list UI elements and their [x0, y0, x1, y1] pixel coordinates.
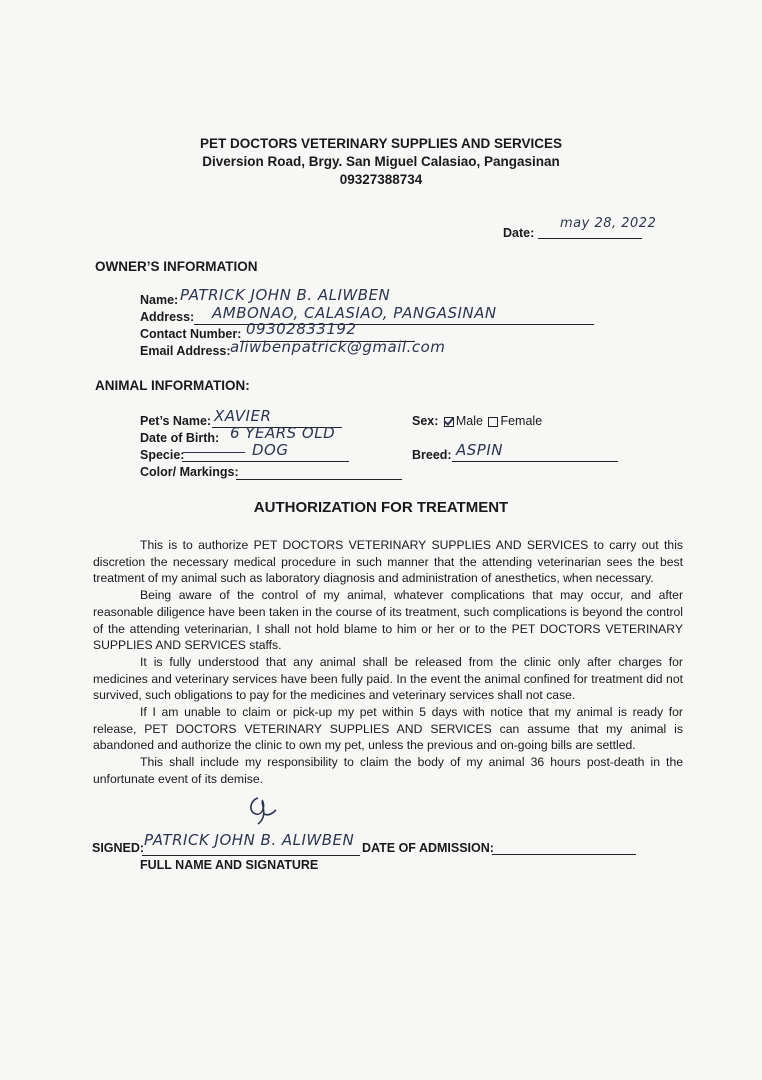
signed-value: PATRICK JOHN B. ALIWBEN	[144, 831, 355, 849]
sex-male-checkbox[interactable]	[444, 417, 454, 427]
signed-label: SIGNED:	[92, 841, 145, 855]
specie-strikeout	[183, 452, 245, 453]
sex-female-label: Female	[500, 414, 543, 428]
color-label: Color/ Markings:	[140, 465, 239, 479]
admission-label: DATE OF ADMISSION:	[362, 841, 494, 855]
breed-value: ASPIN	[456, 441, 503, 459]
owner-name-value: PATRICK JOHN B. ALIWBEN	[180, 286, 391, 304]
breed-line	[452, 461, 618, 462]
sex-field	[412, 414, 542, 428]
specie-line	[182, 461, 349, 462]
owner-email-label: Email Address:	[140, 344, 231, 358]
owner-address-value: AMBONAO, CALASIAO, PANGASINAN	[212, 304, 497, 322]
sex-female-checkbox[interactable]	[488, 417, 498, 427]
full-name-label: FULL NAME AND SIGNATURE	[140, 858, 319, 872]
animal-heading: ANIMAL INFORMATION:	[95, 378, 250, 393]
company-address: Diversion Road, Brgy. San Miguel Calasiao, Pangasinan	[202, 154, 560, 169]
sex-label: Sex:	[412, 414, 439, 428]
owner-contact-value: 09302833192	[246, 320, 357, 338]
pet-name-value: XAVIER	[214, 407, 272, 425]
specie-value: DOG	[252, 441, 289, 459]
authorization-paragraph: It is fully understood that any animal shall be released from the clinic only after charges for medicines and veterinary services have been fully paid. In the event the animal confined for treatment did not survived, such obligations to pay for the medicines and veterinary services shall not case.	[93, 654, 683, 703]
owner-email-value: aliwbenpatrick@gmail.com	[230, 338, 446, 356]
company-name: PET DOCTORS VETERINARY SUPPLIES AND SERVICES	[199, 136, 563, 151]
authorization-body	[93, 537, 683, 788]
color-line	[236, 479, 402, 480]
authorization-paragraph: Being aware of the control of my animal, whatever complications that may occur, and after reasonable diligence have been taken in the course of its treatment, such complications is beyond the control of the attending veterinarian, I shall not hold blame to him or her or to the PET DOCTORS VETERINARY SUPPLIES AND SERVICES staffs.	[93, 588, 683, 653]
pet-name-label: Pet’s Name:	[140, 414, 212, 428]
authorization-paragraph: This shall include my responsibility to claim the body of my animal 36 hours post-death in the unfortunate event of its demise.	[93, 755, 683, 786]
signed-line	[142, 855, 360, 856]
authorization-paragraph: If I am unable to claim or pick-up my pet within 5 days with notice that my animal is ready for release, PET DOCTORS VETERINARY SUPPLIES AND SERVICES can assume that my animal is abandoned and authorize the clinic to own my pet, unless the previous and on-going bills are settled.	[93, 705, 683, 753]
authorization-title: AUTHORIZATION FOR TREATMENT	[253, 499, 509, 516]
breed-label: Breed:	[412, 448, 452, 462]
dob-value: 6 YEARS OLD	[230, 424, 336, 442]
sex-male-label: Male	[455, 414, 483, 428]
company-phone: 09327388734	[339, 172, 423, 187]
authorization-paragraph: This is to authorize PET DOCTORS VETERINARY SUPPLIES AND SERVICES to carry out this discretion the necessary medical procedure in such manner that the attending veterinarian sees the best treatment of my animal such as laboratory diagnosis and administration of anesthetics, when necessary.	[93, 538, 683, 586]
owner-address-label: Address:	[140, 310, 195, 324]
dob-label: Date of Birth:	[140, 431, 220, 445]
admission-line	[492, 854, 636, 855]
specie-label: Specie:	[140, 448, 185, 462]
date-label: Date:	[503, 226, 535, 240]
date-line	[538, 238, 642, 239]
owner-heading: OWNER’S INFORMATION	[95, 259, 258, 274]
owner-contact-label: Contact Number:	[140, 327, 242, 341]
signature-scribble	[244, 790, 280, 830]
date-value: may 28, 2022	[560, 216, 657, 231]
owner-name-label: Name:	[140, 293, 179, 307]
